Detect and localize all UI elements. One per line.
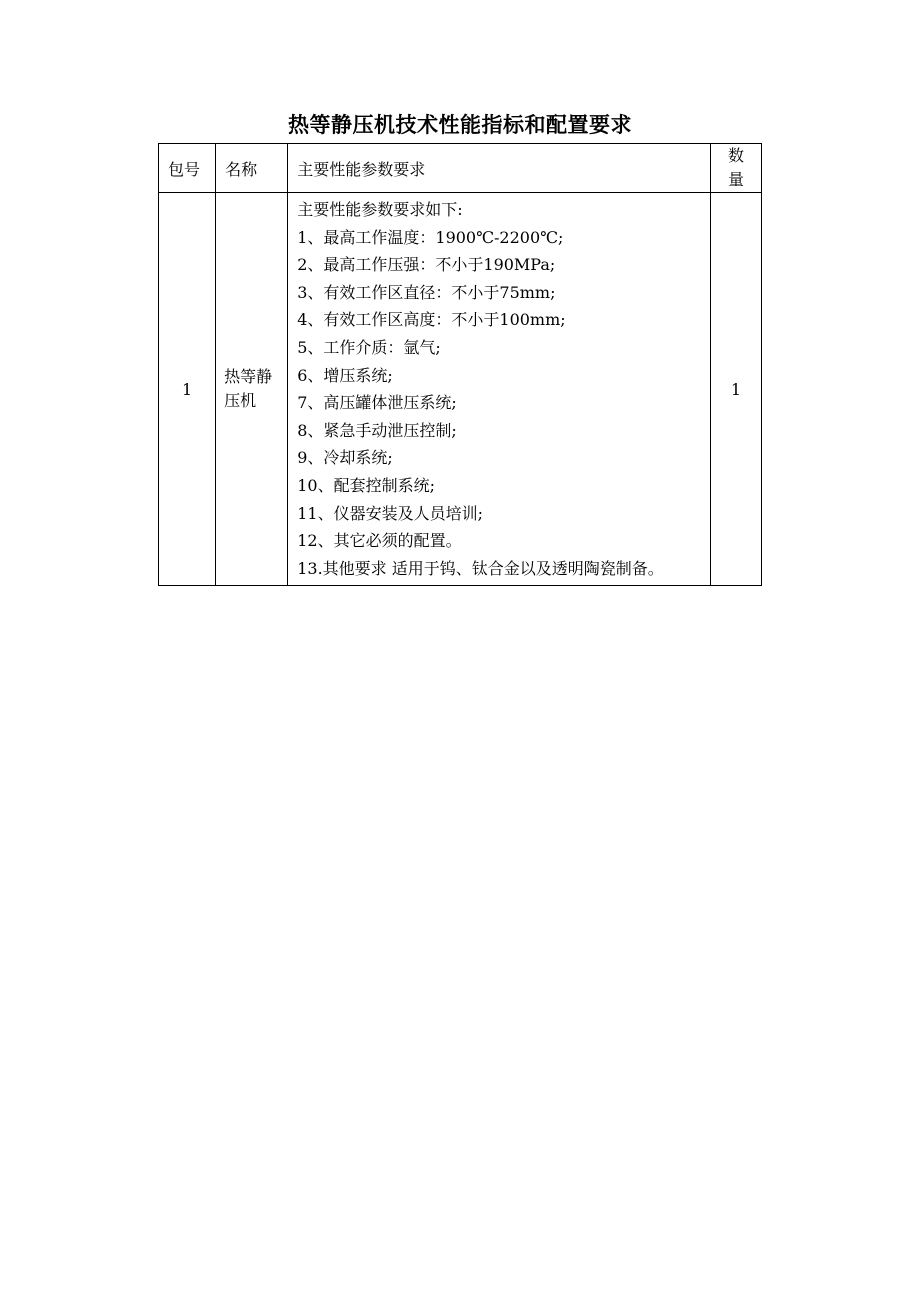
requirement-item: 13.其他要求 适用于钨、钛合金以及透明陶瓷制备。 bbox=[297, 558, 664, 578]
cell-package-no: 1 bbox=[159, 193, 216, 586]
header-name: 名称 bbox=[216, 144, 288, 193]
requirement-item: 1、最高工作温度：1900℃-2200℃; bbox=[297, 227, 564, 247]
requirement-item: 5、工作介质：氩气; bbox=[297, 337, 441, 357]
requirement-item: 6、增压系统; bbox=[297, 365, 393, 385]
header-requirements: 主要性能参数要求 bbox=[288, 144, 711, 193]
cell-quantity: 1 bbox=[710, 193, 761, 586]
requirements-intro: 主要性能参数要求如下: bbox=[297, 200, 463, 219]
requirement-item: 2、最高工作压强：不小于190MPa; bbox=[297, 255, 556, 275]
specification-table bbox=[158, 143, 762, 586]
header-quantity-line2: 量 bbox=[727, 170, 744, 189]
header-quantity-line1: 数 bbox=[727, 146, 744, 165]
header-package-no: 包号 bbox=[159, 144, 216, 193]
table-row bbox=[159, 193, 762, 586]
requirement-item: 3、有效工作区直径：不小于75mm; bbox=[297, 282, 556, 302]
requirement-item: 9、冷却系统; bbox=[297, 448, 393, 468]
requirement-item: 8、紧急手动泄压控制; bbox=[297, 420, 457, 440]
requirement-item: 12、其它必须的配置。 bbox=[297, 531, 462, 551]
requirement-item: 7、高压罐体泄压系统; bbox=[297, 393, 457, 413]
requirement-item: 11、仪器安装及人员培训; bbox=[297, 503, 483, 523]
document-title: 热等静压机技术性能指标和配置要求 bbox=[288, 113, 632, 137]
cell-requirements bbox=[288, 193, 711, 586]
cell-name: 热等静压机 bbox=[216, 193, 288, 586]
requirement-item: 10、配套控制系统; bbox=[297, 475, 435, 495]
header-quantity bbox=[710, 144, 761, 193]
requirement-item: 4、有效工作区高度：不小于100mm; bbox=[297, 310, 566, 330]
table-header-row bbox=[159, 144, 762, 193]
